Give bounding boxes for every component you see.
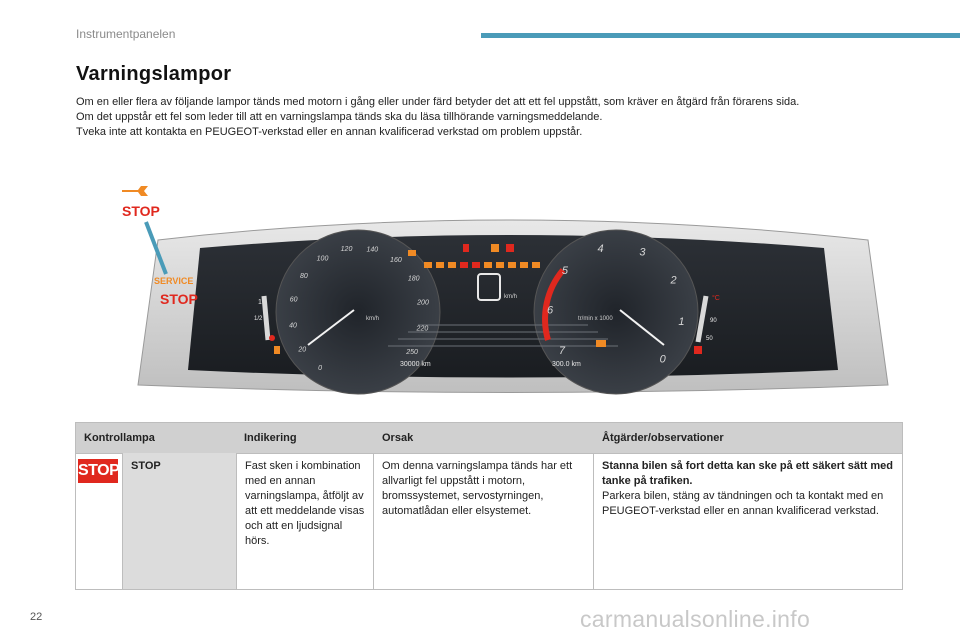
column-header-cause: Orsak [382,432,414,444]
intro-line-2: Om det uppstår ett fel som leder till att en varningslampa tänds ska du läsa tillhörande varningsmeddelande. [76,111,603,123]
warning-lamp [532,262,540,268]
column-header-lamp: Kontrollampa [84,432,155,444]
warning-lamp-table [75,422,903,590]
warning-lamp [460,262,468,268]
rpm-tick-label: 2 [670,274,677,287]
speed-tick-label: 60 [289,296,298,304]
rpm-tick-label: 3 [639,246,646,259]
speed-tick-label: 120 [340,246,353,253]
odometer-value: 30000 km [400,361,431,368]
speed-unit-label: km/h [366,316,380,322]
warning-lamp [408,250,416,256]
warning-lamp [491,244,499,252]
header-accent-bar [481,33,960,38]
warning-lamp [472,262,480,268]
fuel-full-label: 1 [258,299,262,306]
column-header-action: Åtgärder/observationer [602,432,724,444]
watermark-text: carmanualsonline.info [580,606,811,632]
rpm-tick-label: 1 [678,316,685,328]
rpm-tick-label: 7 [558,344,565,357]
section-header: Instrumentpanelen [76,27,176,41]
warning-lamp [463,244,469,252]
center-unit-label: km/h [504,294,518,300]
temp-low-label: 50 [706,336,713,342]
temp-mid-label: 90 [710,318,717,324]
speed-tick-label: 80 [300,273,308,281]
speed-tick-label: 220 [416,325,429,333]
speed-tick-label: 0 [318,365,323,373]
warning-lamp [506,244,514,252]
lamp-name-cell: STOP [123,453,236,589]
page-number: 22 [30,611,43,623]
fuel-icon [274,346,280,354]
action-text: Parkera bilen, stäng av tändningen och ta kontakt med en PEUGEOT-verkstad eller en annan kvalificerad verkstad. [602,490,884,517]
warning-lamp [484,262,492,268]
warning-lamp [448,262,456,268]
rpm-tick-label: 5 [561,265,568,278]
wrench-icon [122,186,148,196]
warning-lamp [436,262,444,268]
instrument-cluster-illustration [108,170,904,410]
action-cell [594,453,904,589]
action-emphasis: Stanna bilen så fort detta kan ske på ett säkert sätt med tanke på trafiken. [602,460,893,487]
callout-service-label: SERVICE [154,276,194,286]
tachometer-dial [534,230,698,394]
callout-group [122,186,166,274]
intro-line-1: Om en eller flera av följande lampor tänds med motorn i gång eller under färd betyder det att ett fel uppstått, som kräver en åtgärd från förarens sida. [76,96,800,108]
indication-cell: Fast sken i kombination med en annan varningslampa, åtföljt av att ett meddelande visas och att en ljudsignal hörs. [245,460,365,547]
rpm-tick-label: 4 [597,242,604,255]
speed-tick-label: 140 [366,246,379,254]
page-title: Varningslampor [76,63,232,85]
callout-stop2-label: STOP [160,291,198,307]
intro-line-3: Tveka inte att kontakta en PEUGEOT-verkstad eller en annan kvalificerad verkstad om problem uppstår. [76,126,583,138]
speed-tick-label: 160 [390,256,402,264]
column-header-indication: Indikering [244,432,297,444]
temp-high-label: °C [712,295,720,302]
lamp-icon-cell [76,453,122,589]
stop-lamp-icon: STOP [78,459,118,483]
service-lamp [596,340,606,347]
rpm-tick-label: 0 [659,353,666,366]
fuel-half-label: 1/2 [254,316,263,322]
fuel-low-indicator [269,335,275,341]
rpm-unit-label: tr/min x 1000 [578,316,613,322]
speed-tick-label: 40 [289,322,297,330]
speed-tick-label: 200 [417,299,429,307]
speed-tick-label: 100 [316,255,329,263]
warning-lamp [496,262,504,268]
warning-lamp [424,262,432,268]
table-header-row [76,423,902,454]
callout-stop-label: STOP [122,203,160,219]
intro-text [76,95,916,140]
warning-lamp [508,262,516,268]
speed-tick-label: 250 [406,348,418,356]
temperature-icon [694,346,702,354]
speed-tick-label: 20 [298,346,307,354]
trip-value: 300.0 km [552,361,581,368]
warning-lamp [520,262,528,268]
speed-tick-label: 180 [407,275,420,283]
rpm-tick-label: 6 [546,304,554,317]
cause-cell: Om denna varningslampa tänds har ett allvarligt fel uppstått i motorn, bromssystemet, servostyrningen, automatlådan eller elsystemet. [382,460,573,517]
